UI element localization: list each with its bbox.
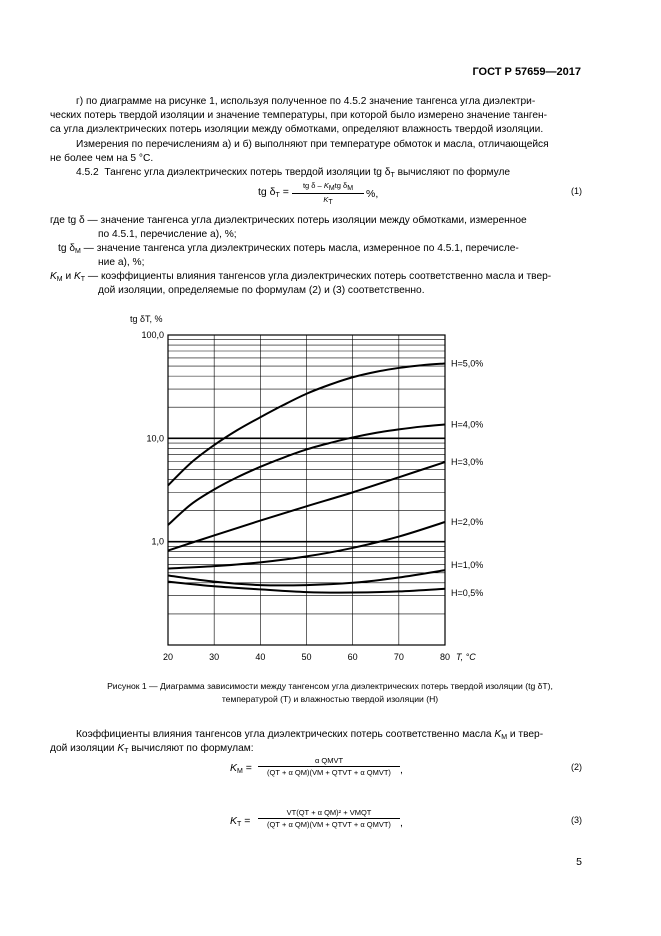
para-meas-line2: не более чем на 5 °С.: [50, 153, 154, 164]
figure-caption-line1: Рисунок 1 — Диаграмма зависимости между тангенсом угла диэлектрических потерь твердой изоляции (tg δТ),: [107, 681, 553, 691]
def-tg-delta: где tg δ — значение тангенса угла диэлектрических потерь изоляции между обмотками, измеренное: [50, 215, 527, 226]
eq1-suffix: %,: [366, 188, 379, 200]
clause-sub: Т: [390, 172, 395, 179]
y-tick-label: 10,0: [146, 433, 164, 444]
figure-caption-line2: температурой (T) и влажностью твердой изоляции (H): [221, 694, 439, 704]
eq3-lhs: $K_Т$ =: [230, 815, 251, 828]
x-tick-label: 20: [162, 652, 174, 662]
para-g-line2: ческих потерь твердой изоляции и значение температуры, при которой было измерено значение танген-: [50, 110, 548, 121]
clause-text: Тангенс угла диэлектрических потерь твердой изоляции tg δ: [104, 167, 391, 178]
x-tick-label: 30: [209, 652, 220, 662]
eq3-number: (3): [571, 815, 582, 825]
eq2-suffix: ,: [400, 764, 403, 776]
para-meas-line1: Измерения по перечислениям а) и б) выполняют при температуре обмоток и масла, отличающейся: [76, 139, 549, 150]
x-tick-label: 50: [301, 652, 312, 662]
figure-1-chart: [0, 300, 661, 670]
x-tick-label: 70: [393, 652, 404, 662]
series-label-0: H=5,0%: [451, 358, 484, 369]
y-axis-label: tg δТ, %: [130, 314, 163, 324]
eq2-number: (2): [571, 762, 582, 772]
para-g-line3: са угла диэлектрических потерь изоляции между обмотками, определяют влажность твердой изоляции.: [50, 124, 544, 135]
def-tg-delta-m-cont: ние а), %;: [98, 257, 145, 268]
y-tick-label: 100,0: [141, 330, 164, 340]
x-axis-label: T, °C: [456, 652, 476, 662]
para-g-line1: г) по диаграмме на рисунке 1, используя полученное по 4.5.2 значение тангенса угла диэлектри-: [76, 96, 536, 107]
chart-grid: [168, 335, 445, 645]
x-tick-label: 80: [439, 652, 451, 662]
def-tg-delta-m: tg $\delta_М$ — значение тангенса угла диэлектрических потерь масла, измеренное по 4.5.1, перечисле-: [58, 243, 519, 255]
eq2-lhs: $K_М$ =: [230, 762, 252, 775]
eq3-suffix: ,: [400, 817, 403, 829]
def-k-coeffs: $K_М$ и $K_Т$ — коэффициенты влияния тангенсов угла диэлектрических потерь соответственно масла и твер-: [50, 271, 552, 283]
eq1-fraction: tg δ – KМtg δМ KТ: [292, 181, 364, 206]
series-label-1: H=4,0%: [451, 419, 484, 430]
clause-number: 4.5.2: [76, 167, 99, 178]
eq3-fraction: VТ(QТ + α QМ)² + VМQТ (QТ + α QМ)(VМ + QТVТ + α QМVТ): [258, 808, 400, 829]
series-label-2: H=3,0%: [451, 457, 484, 468]
series-label-5: H=0,5%: [451, 587, 484, 598]
clause-text-end: вычисляют по формуле: [394, 167, 511, 178]
series-label-4: H=1,0%: [451, 560, 484, 571]
page-number: 5: [576, 856, 582, 868]
series-label-3: H=2,0%: [451, 516, 484, 527]
eq1-lhs: tg $\delta_Т$ =: [258, 186, 289, 199]
eq1-number: (1): [571, 186, 582, 196]
document-id: ГОСТ Р 57659—2017: [472, 66, 581, 78]
para-coef-line2: дой изоляции $K_Т$ вычисляют по формулам:: [50, 743, 254, 755]
x-tick-label: 60: [347, 652, 358, 662]
y-tick-label: 1,0: [151, 536, 164, 547]
para-coef-line1: Коэффициенты влияния тангенсов угла диэлектрических потерь соответственно масла $K_М$ и твер-: [76, 729, 544, 741]
def-k-coeffs-cont: дой изоляции, определяемые по формулам (2) и (3) соответственно.: [98, 285, 425, 296]
x-tick-label: 40: [255, 652, 266, 662]
eq2-fraction: α QМVТ (QТ + α QМ)(VМ + QТVТ + α QМVТ): [258, 756, 400, 777]
def-tg-delta-cont: по 4.5.1, перечисление а), %;: [98, 229, 237, 240]
